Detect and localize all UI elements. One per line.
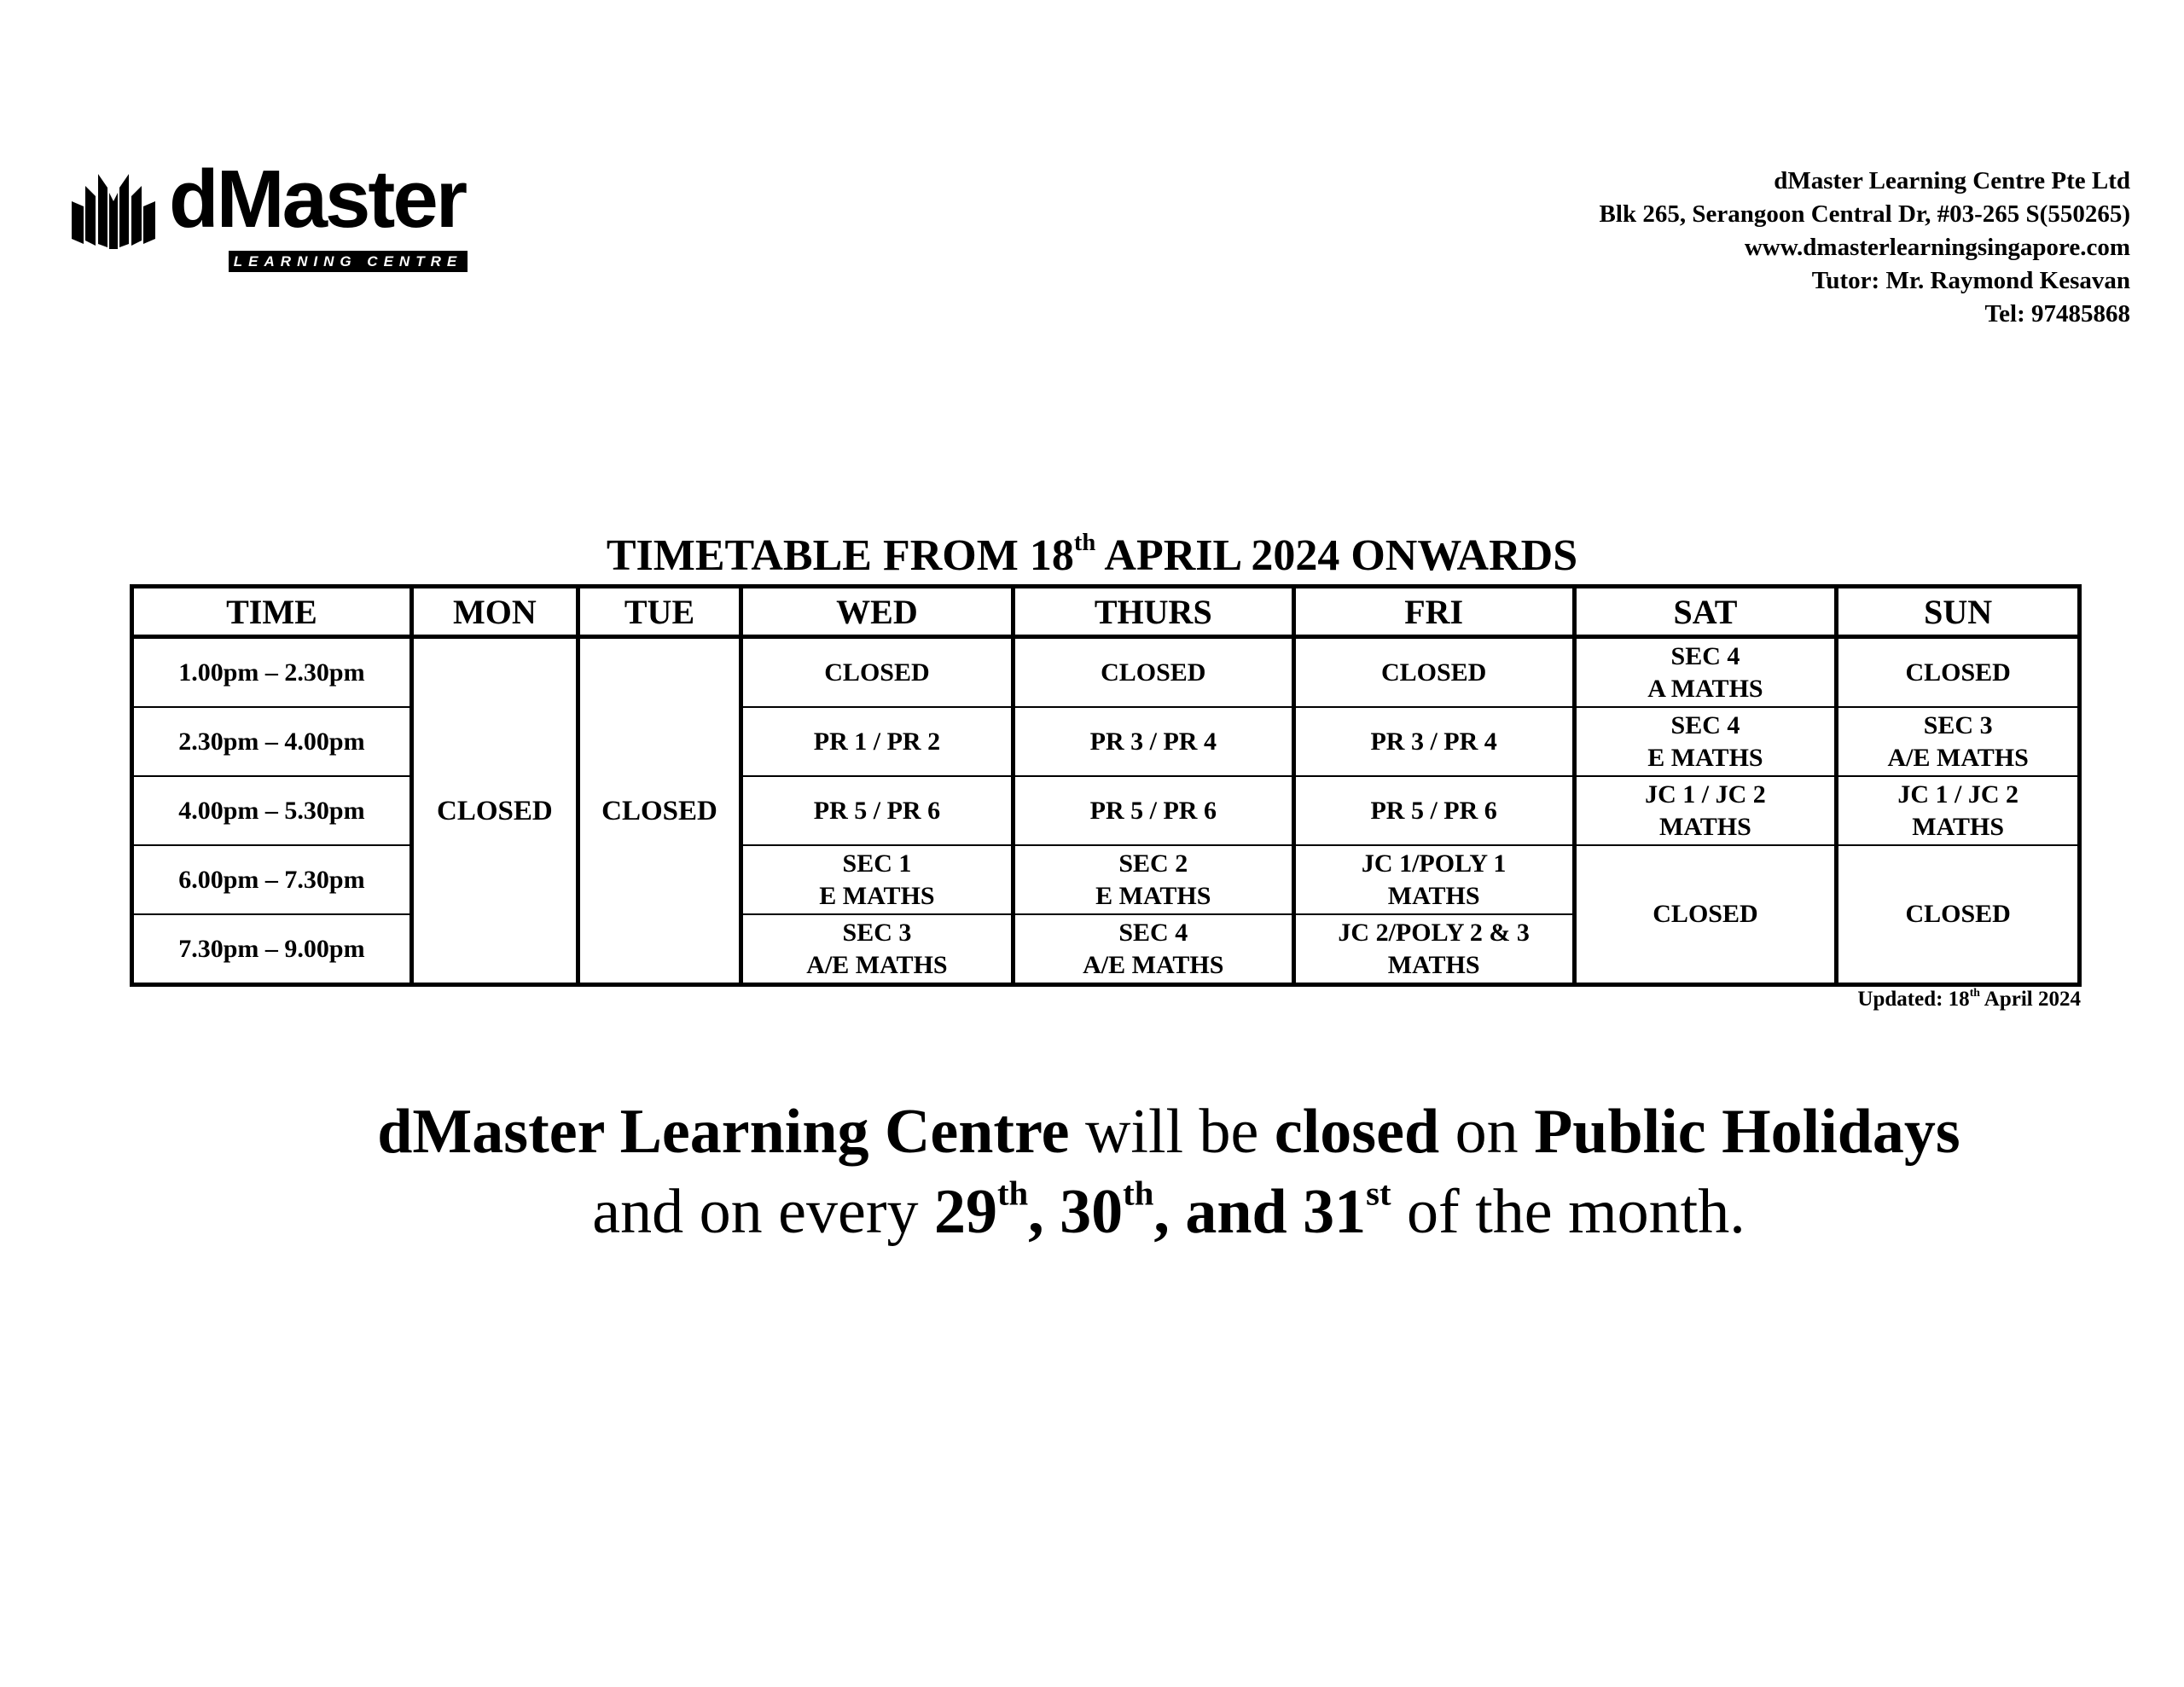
sat-cell: SEC 4 E MATHS xyxy=(1574,707,1837,776)
header-row xyxy=(132,587,2080,637)
time-cell: 7.30pm – 9.00pm xyxy=(132,914,412,985)
website: www.dmasterlearningsingapore.com xyxy=(1744,234,2130,261)
notice-line-2: and on every 29th, 30th, and 31st of the month. xyxy=(592,1174,1745,1247)
header-mon: MON xyxy=(411,587,578,637)
tutor: Tutor: Mr. Raymond Kesavan xyxy=(1811,267,2130,294)
header-fri: FRI xyxy=(1293,587,1574,637)
address: Blk 265, Serangoon Central Dr, #03-265 S(550265) xyxy=(1599,200,2130,228)
fri-cell: JC 2/POLY 2 & 3 MATHS xyxy=(1293,914,1574,985)
fri-cell: PR 5 / PR 6 xyxy=(1293,776,1574,845)
company-name: dMaster Learning Centre Pte Ltd xyxy=(1774,167,2130,194)
header-time: TIME xyxy=(132,587,412,637)
thurs-cell: SEC 4 A/E MATHS xyxy=(1013,914,1293,985)
time-cell: 4.00pm – 5.30pm xyxy=(132,776,412,845)
logo xyxy=(67,154,476,278)
contact-block xyxy=(1600,165,2130,331)
sat-cell: SEC 4 A MATHS xyxy=(1574,637,1837,708)
sun-cell: CLOSED xyxy=(1837,845,2080,985)
mon-cell: CLOSED xyxy=(411,637,578,985)
sat-cell: JC 1 / JC 2 MATHS xyxy=(1574,776,1837,845)
header-tue: TUE xyxy=(578,587,741,637)
header-sat: SAT xyxy=(1574,587,1837,637)
fri-cell: CLOSED xyxy=(1293,637,1574,708)
notice-line-1: dMaster Learning Centre will be closed on Public Holidays xyxy=(377,1097,1960,1167)
time-cell: 1.00pm – 2.30pm xyxy=(132,637,412,708)
header-wed: WED xyxy=(741,587,1014,637)
thurs-cell: SEC 2 E MATHS xyxy=(1013,845,1293,914)
fri-cell: PR 3 / PR 4 xyxy=(1293,707,1574,776)
updated-note: Updated: 18th April 2024 xyxy=(1857,986,2081,1011)
wed-cell: CLOSED xyxy=(741,637,1014,708)
wed-cell: SEC 3 A/E MATHS xyxy=(741,914,1014,985)
sun-cell: SEC 3 A/E MATHS xyxy=(1837,707,2080,776)
sun-cell: CLOSED xyxy=(1837,637,2080,708)
thurs-cell: PR 5 / PR 6 xyxy=(1013,776,1293,845)
sun-cell: JC 1 / JC 2 MATHS xyxy=(1837,776,2080,845)
thurs-cell: CLOSED xyxy=(1013,637,1293,708)
header-sun: SUN xyxy=(1837,587,2080,637)
time-cell: 2.30pm – 4.00pm xyxy=(132,707,412,776)
open-book-icon xyxy=(67,167,160,252)
timetable-title: TIMETABLE FROM 18th APRIL 2024 ONWARDS xyxy=(606,530,1578,580)
telephone: Tel: 97485868 xyxy=(1984,300,2130,328)
wed-cell: SEC 1 E MATHS xyxy=(741,845,1014,914)
sat-cell: CLOSED xyxy=(1574,845,1837,985)
time-cell: 6.00pm – 7.30pm xyxy=(132,845,412,914)
table-row xyxy=(132,637,2080,708)
tue-cell: CLOSED xyxy=(578,637,741,985)
logo-wordmark: dMaster xyxy=(169,154,466,245)
thurs-cell: PR 3 / PR 4 xyxy=(1013,707,1293,776)
timetable xyxy=(130,584,2082,987)
header-thurs: THURS xyxy=(1013,587,1293,637)
wed-cell: PR 5 / PR 6 xyxy=(741,776,1014,845)
logo-tagline: LEARNING CENTRE xyxy=(229,251,468,272)
wed-cell: PR 1 / PR 2 xyxy=(741,707,1014,776)
fri-cell: JC 1/POLY 1 MATHS xyxy=(1293,845,1574,914)
closure-notice xyxy=(0,1092,2184,1252)
